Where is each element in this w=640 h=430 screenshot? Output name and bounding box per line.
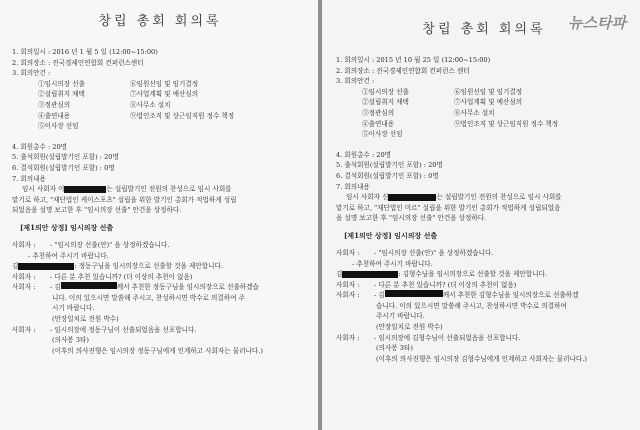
agenda-list [336,87,632,140]
minutes-entry: 사회자 : - 김 께서 추천한 정동구님을 임시의장으로 선출하겠습 [12,283,259,292]
svg-text:뉴스타파: 뉴스타파 [568,14,626,32]
meeting-date: 1. 회의일시 : 2016 년 1 월 5 일 (12:00~15:00) [12,48,158,56]
absent-members: 6. 결석회원(설립발기인 포함) : 0명 [336,171,439,180]
minutes-entry: 사회자 : - 임시의장에 정동구님이 선출되었음을 선포합니다. [12,325,197,334]
minutes-entry: 김 : 정동구님을 임시의장으로 선출할 것을 제안합니다. [12,262,223,271]
agenda-list [12,79,308,132]
attending-members: 5. 출석회원(설립발기인 포함) : 20명 [12,153,119,162]
minutes-entry: 시기 바랍니다. [52,304,95,313]
agenda-label: 3. 회의안건 : [336,77,375,86]
agenda-row: ④출연내용 ⑨법인조직 및 상근임직원 정수 책정 [38,111,235,120]
meeting-place: 2. 회의장소 : 전국경제인연합회 컨퍼런스 센터 [336,66,470,75]
agenda-row: ①임시의장 선출 ⑥임원선임 및 임기결정 [362,87,523,96]
agenda-row: ③정관심의 ⑧사무소 설치 [38,100,171,109]
minutes-entry: 사회자 : - 임시의장에 김형수님이 선출되었음을 선포합니다. [336,333,521,342]
content-line: 임시 사회자 신 는 설립발기인 전원의 찬성으로 임시 사회를 [346,193,562,202]
agenda-row: ①임시의장 선출 ⑥임원선임 및 임기결정 [38,79,199,88]
content-label: 7. 회의내용 [336,182,370,191]
minutes-entry: - 추천하여 주시기 바랍니다. [28,251,109,260]
content-line: 맡기로 하고, "재단법인 케이스포츠" 설립을 위한 발기인 총회가 적법하게 성립 [12,195,237,204]
redaction-bar [64,186,106,193]
redaction-bar [388,194,436,201]
minutes-entry: (이후의 의사진행은 임시의장 김형수님에게 인계하고 사회자는 물러나다.) [376,354,587,363]
member-total: 4. 회원총수 : 20명 [12,142,68,151]
newstapa-watermark-logo [566,6,630,36]
content-line: 맡기로 하고, "재단법인 미르" 설립을 위한 발기인 총회가 적법하게 성립되었음 [336,203,561,212]
agenda-row: ⑤이사장 선임 [362,130,403,139]
redaction-bar [385,290,443,297]
minutes-entry: 김 : 김형수님을 임시의장으로 선출할 것을 제안합니다. [336,270,547,279]
redaction-bar [18,263,74,270]
document-title: 창립 총회 회의록 [98,14,222,29]
minutes-entry: - 추천하여 주시기 바랍니다. [352,259,433,268]
section-heading: [제1의안 상정] 임시의장 선출 [344,230,438,240]
minutes-entry: 니다. 이의 있으시면 말씀해 주시고, 찬성하시면 박수로 의결하여 주 [52,293,245,302]
content-label: 7. 회의내용 [12,174,46,183]
agenda-label: 3. 회의안건 : [12,69,51,78]
minutes-entry: (의사봉 3타) [376,344,413,353]
minutes-entry: 습니다. 이의 있으시면 말씀해 주시고, 찬성하시면 박수로 의결하여 [376,301,567,310]
right-minutes-page [322,0,640,430]
minutes-entry: (만장일치로 전원 박수) [52,315,119,324]
agenda-row: ⑤이사장 선임 [38,122,79,131]
minutes-entry: (이후의 의사진행은 임시의장 정동구님에게 인계하고 사회자는 물러나다.) [52,346,263,355]
absent-members: 6. 결석회원(설립발기인 포함) : 0명 [12,163,115,172]
minutes-entry: (만장일치로 전원 박수) [376,323,443,332]
minutes-entry: 사회자 : - 다른 분 추천 있습니까? (더 이상의 추천이 없음) [12,272,193,281]
agenda-row: ④출연내용 ⑨법인조직 및 상근임직원 정수 책정 [362,119,559,128]
minutes-entry: 주시기 바랍니다. [376,312,425,321]
agenda-row: ③정관심의 ⑧사무소 설치 [362,108,495,117]
meeting-date: 1. 회의일시 : 2015 년 10 월 25 일 (12:00~15:00) [336,56,491,64]
agenda-row: ②설립취지 채택 ⑦사업계획 및 예산심의 [362,98,523,107]
member-total: 4. 회원총수 : 20명 [336,150,392,159]
content-line: 되었음을 설명 보고한 후 "임시의장 선출" 안건을 상정하다. [12,206,182,215]
content-line: 을 설명 보고한 후 "임시의장 선출" 안건을 상정하다. [336,214,487,223]
document-title: 창립 총회 회의록 [422,22,546,37]
minutes-entry: 사회자 : - 김 께서 추천한 김형수님을 임시의장으로 선출하겠 [336,291,579,300]
content-line: 임시 사회자 이 는 설립발기인 전원의 찬성으로 임시 사회를 [22,185,232,194]
attending-members: 5. 출석회원(설립발기인 포함) : 20명 [336,161,443,170]
minutes-entry: 사회자 : - "임시의장 선출(안)" 을 상정하겠습니다. [336,248,494,257]
redaction-bar [342,271,398,278]
minutes-entry: (의사봉 3타) [52,336,89,345]
agenda-row: ②설립취지 채택 ⑦사업계획 및 예산심의 [38,90,199,99]
left-minutes-page [0,0,318,430]
minutes-entry: 사회자 : - 다른 분 추천 있습니까? (더 이상의 추천이 없음) [336,280,517,289]
redaction-bar [61,282,117,289]
section-heading: [제1의안 상정] 임시의장 선출 [20,222,114,232]
meeting-place: 2. 회의장소 : 전국경제인연합회 컨퍼런스센터 [12,58,144,67]
minutes-entry: 사회자 : - "임시의장 선출(안)" 을 상정하겠습니다. [12,240,170,249]
